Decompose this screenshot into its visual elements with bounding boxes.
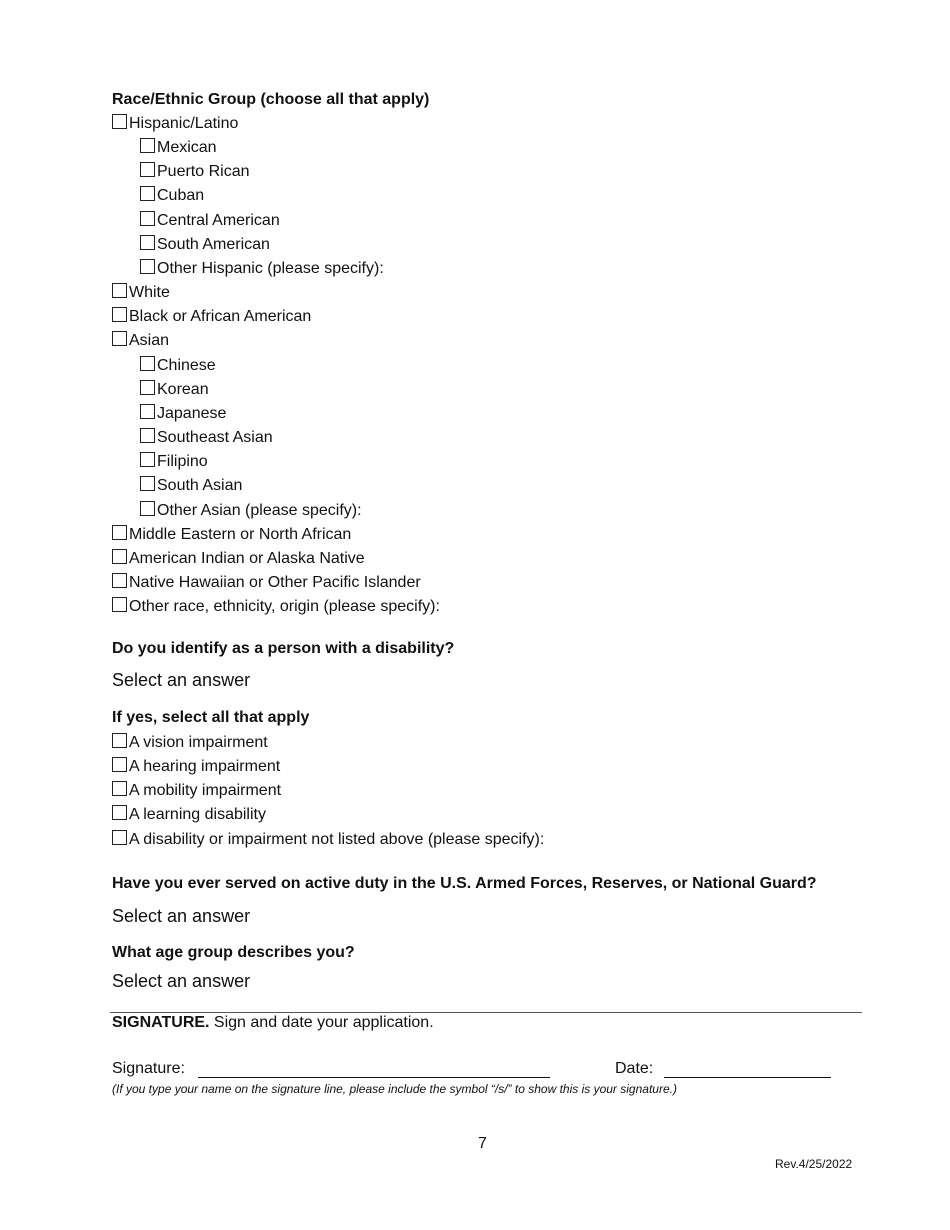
- checkbox-mexican[interactable]: [140, 137, 217, 159]
- signature-label: Signature:: [112, 1060, 185, 1077]
- signature-heading-bold: SIGNATURE.: [112, 1014, 210, 1031]
- checkbox-box[interactable]: [140, 259, 155, 274]
- checkbox-black-african-american[interactable]: [112, 306, 311, 328]
- checkbox-disability-not-listed[interactable]: [112, 829, 544, 851]
- checkbox-label: A mobility impairment: [129, 782, 282, 799]
- checkbox-box[interactable]: [112, 307, 127, 322]
- checkbox-label: South Asian: [157, 477, 243, 494]
- checkbox-filipino[interactable]: [140, 451, 208, 473]
- checkbox-japanese[interactable]: [140, 403, 226, 425]
- checkbox-label: Japanese: [157, 405, 227, 422]
- checkbox-other-race[interactable]: [112, 596, 440, 618]
- checkbox-box[interactable]: [112, 331, 127, 346]
- checkbox-asian[interactable]: [112, 330, 169, 352]
- checkbox-hispanic-latino[interactable]: [112, 113, 238, 135]
- checkbox-other-hispanic[interactable]: [140, 258, 384, 280]
- checkbox-central-american[interactable]: [140, 210, 280, 232]
- checkbox-label: Middle Eastern or North African: [129, 526, 352, 543]
- checkbox-box[interactable]: [112, 549, 127, 564]
- checkbox-american-indian-alaska-native[interactable]: [112, 548, 365, 570]
- checkbox-box[interactable]: [140, 162, 155, 177]
- disability-select[interactable]: Select an answer: [112, 670, 251, 690]
- checkbox-label: Black or African American: [129, 308, 312, 325]
- checkbox-box[interactable]: [140, 476, 155, 491]
- checkbox-label: Filipino: [157, 453, 208, 470]
- checkbox-box[interactable]: [112, 114, 127, 129]
- military-question: Have you ever served on active duty in the U.S. Armed Forces, Reserves, or National Guard?: [112, 875, 817, 892]
- checkbox-box[interactable]: [140, 404, 155, 419]
- military-select[interactable]: Select an answer: [112, 906, 251, 926]
- checkbox-label: A vision impairment: [129, 734, 268, 751]
- checkbox-box[interactable]: [112, 733, 127, 748]
- revision-date: Rev.4/25/2022: [775, 1157, 853, 1171]
- signature-note: (If you type your name on the signature line, please include the symbol “/s/” to show this is your signature.): [112, 1082, 677, 1096]
- checkbox-box[interactable]: [140, 428, 155, 443]
- checkbox-label: American Indian or Alaska Native: [129, 550, 365, 567]
- checkbox-white[interactable]: [112, 282, 170, 304]
- checkbox-box[interactable]: [112, 573, 127, 588]
- checkbox-label: Hispanic/Latino: [129, 115, 239, 132]
- checkbox-label: Mexican: [157, 139, 217, 156]
- checkbox-box[interactable]: [112, 805, 127, 820]
- checkbox-cuban[interactable]: [140, 185, 204, 207]
- date-line[interactable]: [664, 1077, 831, 1078]
- signature-heading: [112, 1014, 434, 1032]
- checkbox-box[interactable]: [140, 211, 155, 226]
- checkbox-box[interactable]: [112, 597, 127, 612]
- checkbox-korean[interactable]: [140, 379, 209, 401]
- checkbox-label: Central American: [157, 212, 280, 229]
- checkbox-label: Cuban: [157, 187, 205, 204]
- checkbox-label: Korean: [157, 381, 209, 398]
- date-label: Date:: [615, 1060, 654, 1077]
- checkbox-south-american[interactable]: [140, 234, 270, 256]
- race-heading: Race/Ethnic Group (choose all that apply): [112, 91, 430, 108]
- checkbox-box[interactable]: [140, 356, 155, 371]
- section-divider: [110, 1012, 862, 1013]
- checkbox-label: Asian: [129, 332, 170, 349]
- checkbox-box[interactable]: [140, 186, 155, 201]
- checkbox-box[interactable]: [140, 452, 155, 467]
- age-select[interactable]: Select an answer: [112, 971, 251, 991]
- checkbox-box[interactable]: [112, 283, 127, 298]
- disability-question: Do you identify as a person with a disability?: [112, 640, 455, 657]
- checkbox-box[interactable]: [112, 830, 127, 845]
- checkbox-puerto-rican[interactable]: [140, 161, 250, 183]
- checkbox-box[interactable]: [112, 757, 127, 772]
- checkbox-label: Other race, ethnicity, origin (please specify):: [129, 598, 440, 615]
- checkbox-label: Puerto Rican: [157, 163, 250, 180]
- checkbox-hearing-impairment[interactable]: [112, 756, 280, 778]
- checkbox-label: A hearing impairment: [129, 758, 281, 775]
- disability-followup-heading: If yes, select all that apply: [112, 709, 310, 726]
- checkbox-label: Other Asian (please specify):: [157, 502, 362, 519]
- signature-line[interactable]: [198, 1077, 550, 1078]
- checkbox-middle-eastern-north-african[interactable]: [112, 524, 351, 546]
- checkbox-box[interactable]: [140, 235, 155, 250]
- checkbox-other-asian[interactable]: [140, 500, 362, 522]
- checkbox-native-hawaiian-pacific-islander[interactable]: [112, 572, 421, 594]
- checkbox-box[interactable]: [140, 501, 155, 516]
- checkbox-mobility-impairment[interactable]: [112, 780, 281, 802]
- checkbox-label: Chinese: [157, 357, 216, 374]
- checkbox-box[interactable]: [140, 380, 155, 395]
- checkbox-label: A learning disability: [129, 806, 266, 823]
- checkbox-label: South American: [157, 236, 270, 253]
- checkbox-south-asian[interactable]: [140, 475, 242, 497]
- checkbox-label: Native Hawaiian or Other Pacific Islander: [129, 574, 421, 591]
- checkbox-label: Southeast Asian: [157, 429, 273, 446]
- checkbox-box[interactable]: [112, 781, 127, 796]
- checkbox-label: A disability or impairment not listed above (please specify):: [129, 831, 545, 848]
- checkbox-box[interactable]: [112, 525, 127, 540]
- age-question: What age group describes you?: [112, 944, 355, 961]
- signature-heading-text: Sign and date your application.: [209, 1014, 434, 1031]
- checkbox-southeast-asian[interactable]: [140, 427, 273, 449]
- checkbox-chinese[interactable]: [140, 355, 216, 377]
- page-number: 7: [478, 1135, 487, 1152]
- checkbox-box[interactable]: [140, 138, 155, 153]
- checkbox-label: Other Hispanic (please specify):: [157, 260, 384, 277]
- checkbox-learning-disability[interactable]: [112, 804, 266, 826]
- checkbox-label: White: [129, 284, 170, 301]
- checkbox-vision-impairment[interactable]: [112, 732, 268, 754]
